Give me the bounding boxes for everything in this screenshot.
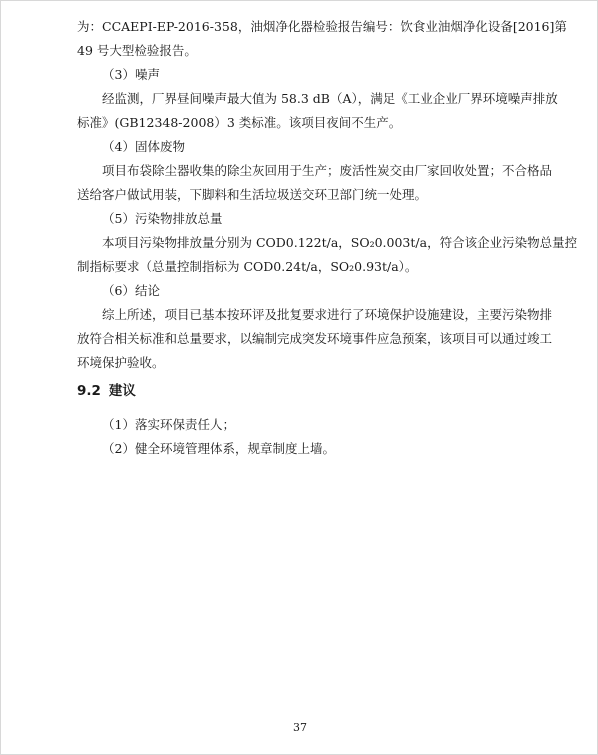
- section-title: 建议: [108, 383, 136, 399]
- text-line: 送给客户做试用装，下脚料和生活垃圾送交环卫部门统一处理。: [77, 187, 428, 202]
- section-number: 9.2: [77, 383, 101, 399]
- text-line: 制指标要求（总量控制指标为 COD0.24t/a，SO₂0.93t/a）。: [77, 259, 418, 274]
- text-line: 经监测，厂界昼间噪声最大值为 58.3 dB（A），满足《工业企业厂界环境噪声排放: [102, 91, 558, 106]
- subheading-total-emissions: （5）污染物排放总量: [102, 211, 223, 226]
- subheading-noise: （3）噪声: [102, 67, 160, 82]
- section-heading: [77, 379, 529, 403]
- page-content: [77, 15, 578, 461]
- text-line: 为：CCAEPI-EP-2016-358，油烟净化器检验报告编号：饮食业油烟净化设备[2016]第: [77, 19, 567, 34]
- text-line: 49 号大型检验报告。: [77, 43, 197, 58]
- list-item: （1）落实环保责任人；: [102, 417, 235, 432]
- text-line: 项目布袋除尘器收集的除尘灰回用于生产；废活性炭交由厂家回收处置；不合格品: [102, 163, 553, 178]
- text-line: 综上所述，项目已基本按环评及批复要求进行了环境保护设施建设，主要污染物排: [102, 307, 553, 322]
- subheading-conclusion: （6）结论: [102, 283, 160, 298]
- text-line: 本项目污染物排放量分别为 COD0.122t/a，SO₂0.003t/a，符合该企业污染物总量控: [102, 235, 578, 250]
- list-item: （2）健全环境管理体系，规章制度上墙。: [102, 441, 335, 456]
- text-line: 环境保护验收。: [77, 355, 165, 370]
- subheading-solid-waste: （4）固体废物: [102, 139, 185, 154]
- text-line: 放符合相关标准和总量要求，以编制完成突发环境事件应急预案，该项目可以通过竣工: [77, 331, 553, 346]
- text-line: 标准》(GB12348-2008）3 类标准。该项目夜间不生产。: [77, 115, 402, 130]
- page-number: 37: [293, 721, 307, 734]
